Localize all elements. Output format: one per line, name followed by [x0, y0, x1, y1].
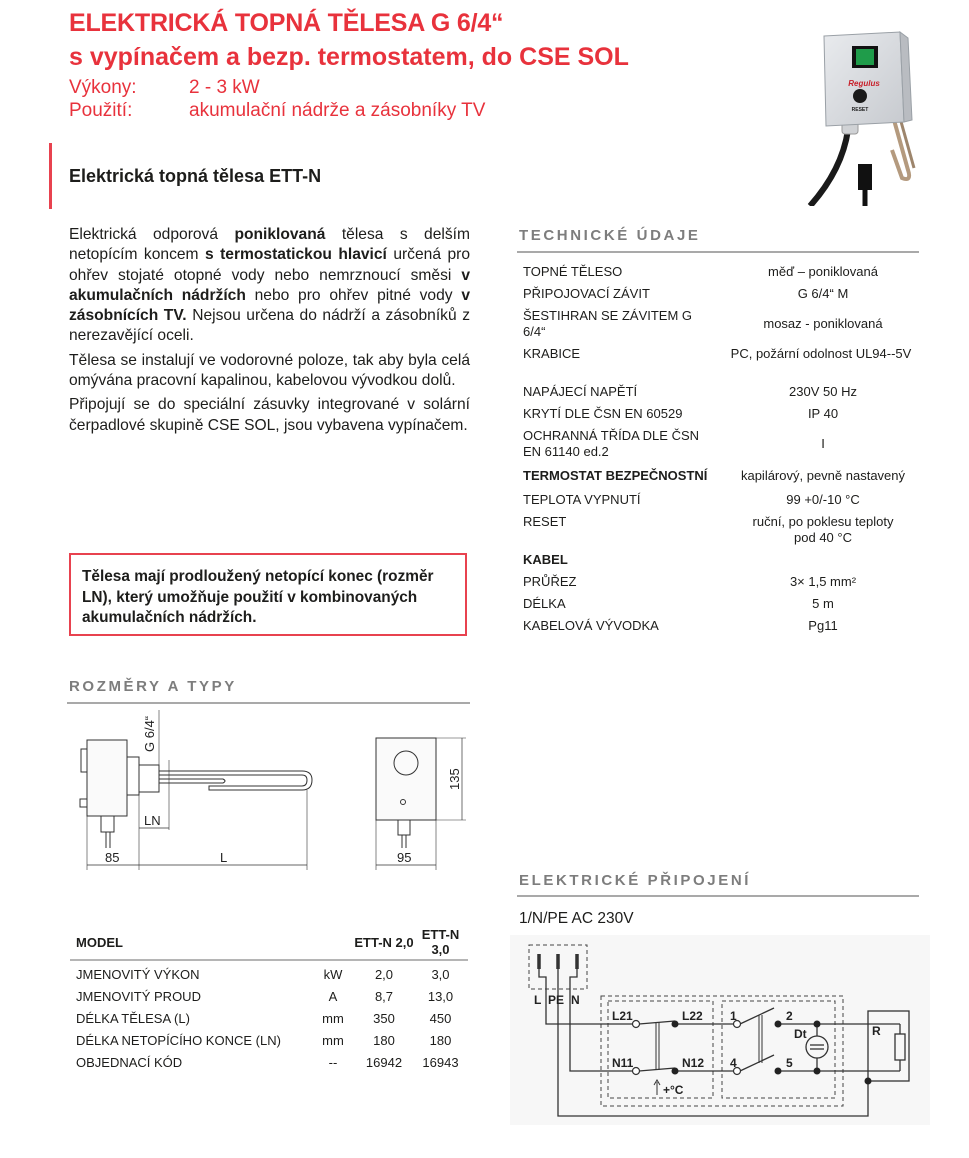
terminal-2: 2 [786, 1009, 793, 1023]
tech-key: DÉLKA [523, 596, 566, 611]
param-unit: mm [322, 1032, 344, 1048]
tech-divider [517, 251, 919, 253]
table-row [76, 963, 466, 985]
tech-heading: TECHNICKÉ ÚDAJE [519, 227, 701, 244]
electrical-heading: ELEKTRICKÉ PŘIPOJENÍ [519, 872, 752, 889]
model-2-value: 13,0 [427, 988, 454, 1004]
tech-table [523, 264, 918, 640]
resistor-icon [895, 1034, 905, 1060]
terminal-5: 5 [786, 1056, 793, 1070]
text-run: tělesa s delším netopícím koncem [69, 226, 470, 264]
tech-value: ruční, po poklesu teploty pod 40 °C [752, 514, 894, 545]
tech-value: Pg11 [808, 618, 838, 633]
tech-row [523, 574, 918, 596]
wiring-diagram [510, 935, 930, 1125]
meta-value: 2 - 3 kW [189, 77, 260, 98]
supply-label: 1/N/PE AC 230V [519, 910, 634, 927]
param-unit: mm [322, 1010, 344, 1026]
tech-row [523, 406, 918, 428]
model-table [76, 926, 466, 1073]
product-photo [796, 10, 946, 206]
reset-button-icon [853, 89, 867, 103]
indicator-label-dt: Dt [794, 1027, 807, 1041]
param-unit: kW [323, 966, 343, 982]
tech-value: 99 +0/-10 °C [786, 492, 860, 507]
terminal-n11: N11 [612, 1056, 634, 1070]
param-unit: A [328, 988, 338, 1004]
tech-key: OCHRANNÁ TŘÍDA DLE ČSN EN 61140 ed.2 [523, 428, 700, 459]
text-run-bold: s termostatickou hlavicí [204, 246, 387, 264]
model-1-value: 16942 [365, 1054, 403, 1070]
thread-label: G 6/4“ [142, 715, 157, 752]
tech-key: PŘIPOJOVACÍ ZÁVIT [523, 286, 650, 301]
text-run-bold: v zásobnících TV. [69, 286, 470, 325]
accent-bar [49, 143, 52, 209]
tech-key: KRYTÍ DLE ČSN EN 60529 [523, 406, 683, 421]
tech-row [523, 384, 918, 406]
wire-label-n: N [571, 993, 580, 1007]
terminal-l21: L21 [612, 1009, 633, 1023]
table-row [76, 1051, 466, 1073]
tech-key: TEPLOTA VYPNUTÍ [523, 492, 641, 507]
width-85-label: 85 [105, 850, 120, 865]
tech-row [523, 264, 918, 286]
param-name: OBJEDNACÍ KÓD [76, 1054, 183, 1070]
tech-value: měď – poniklovaná [768, 264, 878, 279]
tech-key: TOPNÉ TĚLESO [523, 264, 623, 279]
model-1-value: 8,7 [374, 988, 394, 1004]
model-2-header: ETT-N 3,0 [421, 927, 460, 957]
tech-key: RESET [523, 514, 567, 529]
tech-value: 3× 1,5 mm² [789, 574, 857, 589]
brand-logo: Regulus [848, 79, 880, 88]
tech-row [523, 514, 918, 552]
thermostat-head-icon [87, 740, 127, 816]
tech-row [523, 596, 918, 618]
reset-label: RESET [851, 107, 869, 113]
width-95-label: 95 [397, 850, 412, 865]
tech-value: I [821, 436, 825, 451]
notice-box: Tělesa mají prodloužený netopící konec (rozměr LN), který umožňuje použití v kombinovaných akumulačních nádržích. [69, 553, 467, 636]
tech-value: kapilárový, pevně nastavený [740, 468, 906, 483]
model-2-value: 16943 [422, 1054, 459, 1070]
meta-power [69, 76, 260, 100]
tech-key: KRABICE [523, 346, 581, 361]
electrical-divider [517, 895, 919, 897]
model-header-row [76, 926, 466, 958]
model-1-header: ETT-N 2,0 [354, 934, 414, 950]
page-subtitle: s vypínačem a bezp. termostatem, do CSE SOL [69, 43, 629, 71]
dimension-drawing [60, 710, 480, 880]
terminal-4: 4 [730, 1056, 737, 1070]
tech-row [523, 428, 918, 468]
param-unit: -- [328, 1054, 338, 1070]
description-p2: Tělesa se instalují ve vodorovné poloze, tak aby byla celá omývána pracovní kapalinou, kabelovou vývodkou dolů. [69, 351, 470, 390]
terminal-l22: L22 [682, 1009, 703, 1023]
tech-row [523, 618, 918, 640]
meta-value: akumulační nádrže a zásobníky TV [189, 100, 486, 121]
tech-key: NAPÁJECÍ NAPĚTÍ [523, 384, 638, 399]
param-name: JMENOVITÝ PROUD [76, 988, 201, 1004]
param-name: DÉLKA TĚLESA (L) [76, 1010, 190, 1026]
power-switch-icon [856, 49, 874, 65]
table-row [76, 1029, 466, 1051]
tech-row [523, 552, 918, 574]
tech-value: 5 m [812, 596, 834, 611]
model-1-value: 350 [373, 1010, 395, 1026]
model-2-value: 3,0 [431, 966, 450, 982]
tech-key: ŠESTIHRAN SE ZÁVITEM G 6/4“ [523, 308, 693, 339]
height-135-label: 135 [447, 768, 462, 790]
model-2-value: 180 [429, 1032, 452, 1048]
description-p3: Připojují se do speciální zásuvky integrované v solární čerpadlové skupině CSE SOL, jsou vybavena vypínačem. [69, 396, 470, 434]
text-run-bold: poniklovaná [234, 226, 326, 243]
front-view-box-icon [376, 738, 436, 820]
text-run: Nejsou určena do nádrží a zásobníků z nerezavějící oceli. [69, 307, 470, 345]
text-run: Elektrická odporová [69, 226, 235, 243]
tech-value [728, 552, 918, 574]
tech-value: mosaz - poniklovaná [763, 316, 883, 331]
text-run: určená pro ohřev stojaté otopné vody nebo nemrznoucí směsi [69, 246, 470, 284]
model-1-value: 2,0 [374, 966, 394, 982]
param-name: JMENOVITÝ VÝKON [76, 966, 200, 982]
text-run: nebo pro ohřev pitné vody [245, 286, 462, 304]
page-title: ELEKTRICKÁ TOPNÁ TĚLESA G 6/4“ [69, 9, 504, 37]
wire-label-l: L [534, 993, 542, 1007]
resistor-label-r: R [872, 1024, 881, 1038]
meta-usage [69, 99, 485, 123]
model-2-value: 450 [429, 1010, 452, 1026]
ln-label: LN [144, 813, 161, 828]
text-run-bold: v akumulačních nádržích [69, 266, 470, 304]
dimensions-divider [67, 702, 470, 704]
wire-label-pe: PE [548, 993, 565, 1007]
param-name: DÉLKA NETOPÍCÍHO KONCE (LN) [76, 1032, 281, 1048]
table-row [76, 985, 466, 1007]
tech-key: PRŮŘEZ [523, 574, 577, 589]
table-row [76, 1007, 466, 1029]
tech-row [523, 492, 918, 514]
plug-icon [858, 164, 872, 190]
model-table-divider [70, 959, 468, 961]
temperature-label: +°C [663, 1083, 684, 1097]
section-subtitle: Elektrická topná tělesa ETT-N [69, 166, 322, 186]
tech-key: TERMOSTAT BEZPEČNOSTNÍ [523, 468, 708, 483]
model-1-value: 180 [373, 1032, 395, 1048]
tech-key: KABEL [523, 552, 568, 567]
tech-value: PC, požární odolnost UL94--5V [730, 346, 912, 361]
description-p1 [69, 225, 470, 347]
meta-label: Použití: [69, 100, 133, 121]
tech-value: IP 40 [807, 406, 839, 421]
tech-key: KABELOVÁ VÝVODKA [523, 618, 659, 633]
tech-row [523, 346, 918, 384]
terminal-1: 1 [730, 1009, 737, 1023]
tech-row [523, 468, 918, 492]
meta-label: Výkony: [69, 77, 137, 98]
description [69, 225, 470, 440]
tech-row [523, 308, 918, 346]
tech-row [523, 286, 918, 308]
model-header-label: MODEL [76, 934, 123, 950]
tech-value: 230V 50 Hz [789, 384, 857, 399]
terminal-n12: N12 [682, 1056, 705, 1070]
l-label: L [220, 850, 228, 865]
cable-icon [810, 130, 848, 206]
dimensions-heading: ROZMĚRY A TYPY [69, 678, 237, 695]
tech-value: G 6/4“ M [797, 286, 849, 301]
